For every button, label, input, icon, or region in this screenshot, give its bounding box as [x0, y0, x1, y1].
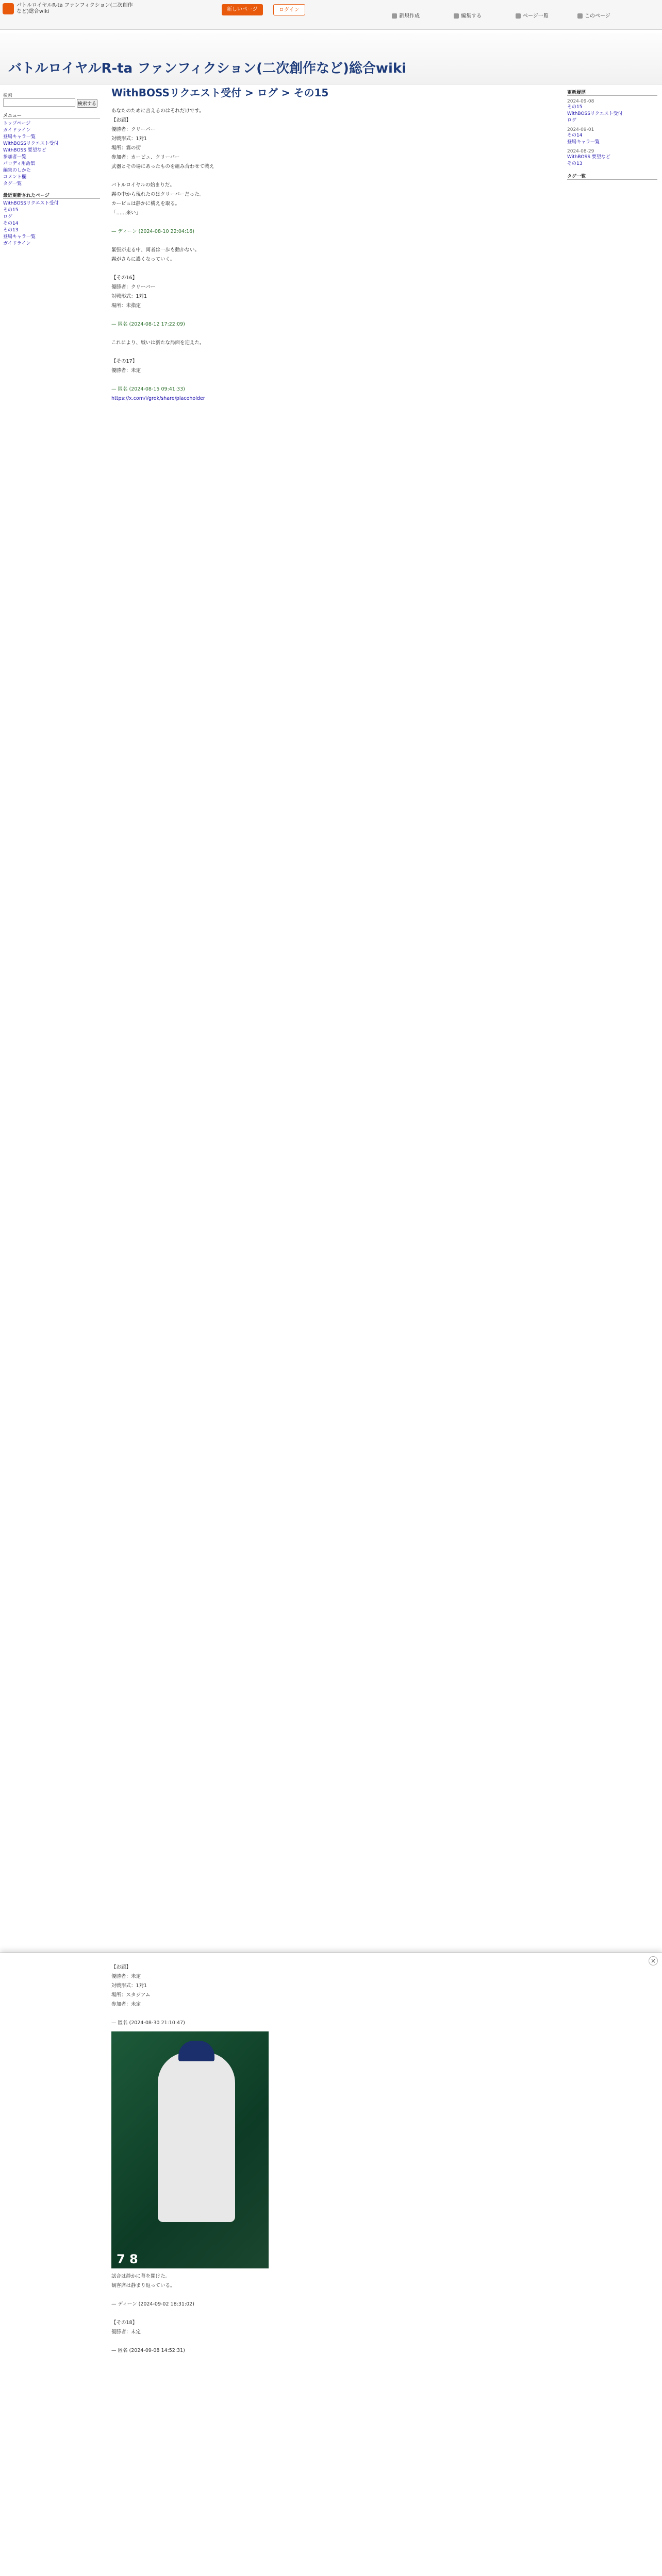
tool-new[interactable]: 新規作成 — [392, 11, 420, 19]
page-title: WithBOSSリクエスト受付 > ログ > その15 — [111, 87, 329, 99]
edit-icon — [454, 13, 459, 19]
history-item[interactable]: 登場キャラ一覧 — [567, 140, 600, 145]
recent-item[interactable]: 登場キャラ一覧 — [3, 234, 36, 240]
left-sidebar — [0, 89, 103, 810]
overlay-after-line — [111, 2310, 560, 2318]
site-title[interactable]: パトルロイヤルR-ta ファンフィクション(二次創作など)総合wiki — [16, 3, 133, 14]
overlay-after-line: 優勝者：未定 — [111, 2329, 141, 2335]
update-history-title: 更新履歴 — [567, 89, 657, 96]
overlay-line: 場所：スタジアム — [111, 1992, 151, 1998]
overlay-text — [111, 1963, 560, 2027]
menu-item[interactable]: WithBOSSリクエスト受付 — [3, 141, 59, 146]
wiki-banner — [0, 33, 662, 84]
menu-title: メニュー — [3, 112, 100, 119]
athlete-photo — [111, 2031, 269, 2268]
comment-line: 【その17】 — [111, 359, 138, 364]
wiki-header — [0, 33, 662, 84]
comment-line — [111, 265, 560, 273]
athlete-cap — [178, 2041, 214, 2061]
overlay-line — [111, 2010, 560, 2018]
overlay-after-line: — 匿名 (2024-09-08 14:52:31) — [111, 2348, 185, 2353]
history-item[interactable]: その15 — [567, 105, 583, 110]
overlay-line: 優勝者：未定 — [111, 1974, 141, 1979]
tool-page-list[interactable]: ページ一覧 — [516, 11, 549, 19]
comment-line: バトルロイヤルの始まりだ。 — [111, 182, 175, 188]
comment-line — [111, 311, 560, 319]
page-icon — [577, 13, 583, 19]
history-item[interactable]: その13 — [567, 161, 583, 166]
comment-line: 対戦形式：1対1 — [111, 294, 147, 299]
image-overlay-panel — [0, 1953, 662, 2576]
comment-line: 参加者：カーピュ、クリーパー — [111, 155, 180, 160]
overlay-after-line: 観客席は静まり返っている。 — [111, 2283, 175, 2289]
comment-line — [111, 172, 560, 180]
site-logo-icon[interactable] — [3, 3, 14, 14]
search-section — [3, 92, 100, 108]
overlay-line: 【お題】 — [111, 1964, 131, 1970]
wiki-title[interactable]: バトルロイヤルR-ta ファンフィクション(二次創作など)総合wiki — [8, 61, 407, 76]
history-item[interactable]: ログ — [567, 118, 577, 123]
menu-section — [3, 112, 100, 188]
overlay-after-line — [111, 2291, 560, 2299]
search-button[interactable]: 検索する — [77, 99, 97, 108]
history-item[interactable]: WithBOSS 要望など — [567, 155, 610, 160]
overlay-line: 対戦形式：1対1 — [111, 1983, 147, 1989]
comment-line: 優勝者：クリーパー — [111, 284, 156, 290]
comment-line: 優勝者：クリーパー — [111, 127, 156, 132]
overlay-content — [111, 1963, 560, 2356]
comment-line: 【その16】 — [111, 275, 138, 281]
comment-line: 霧の中から現れたのはクリーパーだった。 — [111, 192, 205, 197]
overlay-line: — 匿名 (2024-08-30 21:10:47) — [111, 2020, 185, 2026]
comment-line: 霧がさらに濃くなっていく。 — [111, 257, 175, 262]
overlay-line: 参加者：未定 — [111, 2002, 141, 2007]
menu-item[interactable]: ガイドライン — [3, 127, 31, 133]
tags-title[interactable]: タグ一覧 — [567, 173, 657, 180]
menu-item[interactable]: WithBOSS 要望など — [3, 147, 46, 153]
tool-this-page[interactable]: このページ — [577, 11, 610, 19]
overlay-after-line: — ディーン (2024-09-02 18:31:02) — [111, 2301, 194, 2307]
comment-line: あなたのために言えるのはそれだけです。 — [111, 108, 204, 114]
comment-line: 優勝者：未定 — [111, 368, 141, 374]
comment-line: 場所：霧の街 — [111, 145, 141, 151]
site-topbar — [0, 0, 662, 30]
tool-edit[interactable]: 編集する — [454, 11, 482, 19]
login-button[interactable]: ログイン — [273, 4, 305, 15]
menu-item[interactable]: 編集のしかた — [3, 167, 31, 173]
comment-line — [111, 330, 560, 338]
recent-item[interactable]: ログ — [3, 214, 13, 219]
recent-item[interactable]: WithBOSSリクエスト受付 — [3, 200, 59, 206]
comment-line: カーピュは静かに構えを取る。 — [111, 201, 180, 207]
overlay-after-text — [111, 2273, 560, 2355]
comment-line: 「……来い」 — [111, 210, 141, 216]
comment-line: — 匿名 (2024-08-12 17:22:09) — [111, 321, 185, 327]
comment-body — [111, 107, 560, 394]
new-page-button[interactable]: 新しいページ — [222, 4, 263, 15]
athlete-figure — [158, 2052, 235, 2222]
comment-line: — ディーン (2024-08-10 22:04:16) — [111, 229, 194, 234]
comment-line: これにより、戦いは新たな局面を迎えた。 — [111, 340, 205, 346]
recent-item[interactable]: その13 — [3, 227, 19, 233]
update-history-list — [567, 99, 657, 167]
menu-item[interactable]: 登場キャラ一覧 — [3, 134, 36, 140]
recent-item[interactable]: その14 — [3, 221, 19, 226]
menu-item[interactable]: タグ一覧 — [3, 181, 22, 187]
overlay-after-line: 試合は静かに幕を開けた。 — [111, 2274, 171, 2279]
comment-line: — 匿名 (2024-08-15 09:41:33) — [111, 386, 185, 392]
close-icon[interactable]: × — [649, 1956, 658, 1965]
photo-number: 7 8 — [117, 2252, 138, 2266]
comment-line: 【お題】 — [111, 117, 131, 123]
main-content — [111, 89, 560, 404]
history-date: 2024-09-08 — [567, 99, 594, 104]
history-item[interactable]: その14 — [567, 133, 583, 138]
recent-item[interactable]: ガイドライン — [3, 241, 31, 246]
comment-line: 場所：未指定 — [111, 303, 141, 309]
comment-line: 緊張が走る中、両者は一歩も動かない。 — [111, 247, 200, 253]
recent-item[interactable]: その15 — [3, 207, 19, 213]
recent-section — [3, 192, 100, 247]
overlay-after-line — [111, 2337, 560, 2346]
overlay-after-line: 【その18】 — [111, 2320, 138, 2326]
comment-line: 武器とその場にあったものを組み合わせて戦え — [111, 164, 214, 170]
menu-item[interactable]: 参加者一覧 — [3, 154, 27, 160]
list-icon — [516, 13, 521, 19]
history-item[interactable]: WithBOSSリクエスト受付 — [567, 111, 623, 116]
recent-title: 最近更新されたページ — [3, 192, 100, 199]
history-date: 2024-08-29 — [567, 149, 594, 154]
history-date: 2024-09-01 — [567, 127, 594, 132]
comment-line: 対戦形式：1対1 — [111, 136, 147, 142]
external-link[interactable]: https://x.com/i/grok/share/placeholder — [111, 396, 205, 401]
comment-line — [111, 218, 560, 227]
right-sidebar — [567, 89, 657, 182]
search-input[interactable] — [3, 98, 75, 107]
plus-icon — [392, 13, 397, 19]
search-label: 検索 — [3, 93, 13, 98]
comment-line — [111, 348, 560, 357]
menu-item[interactable]: トップページ — [3, 121, 31, 126]
menu-item[interactable]: コメント欄 — [3, 174, 27, 180]
menu-item[interactable]: パロディ用語集 — [3, 161, 36, 166]
comment-line — [111, 237, 560, 245]
comment-line — [111, 376, 560, 384]
